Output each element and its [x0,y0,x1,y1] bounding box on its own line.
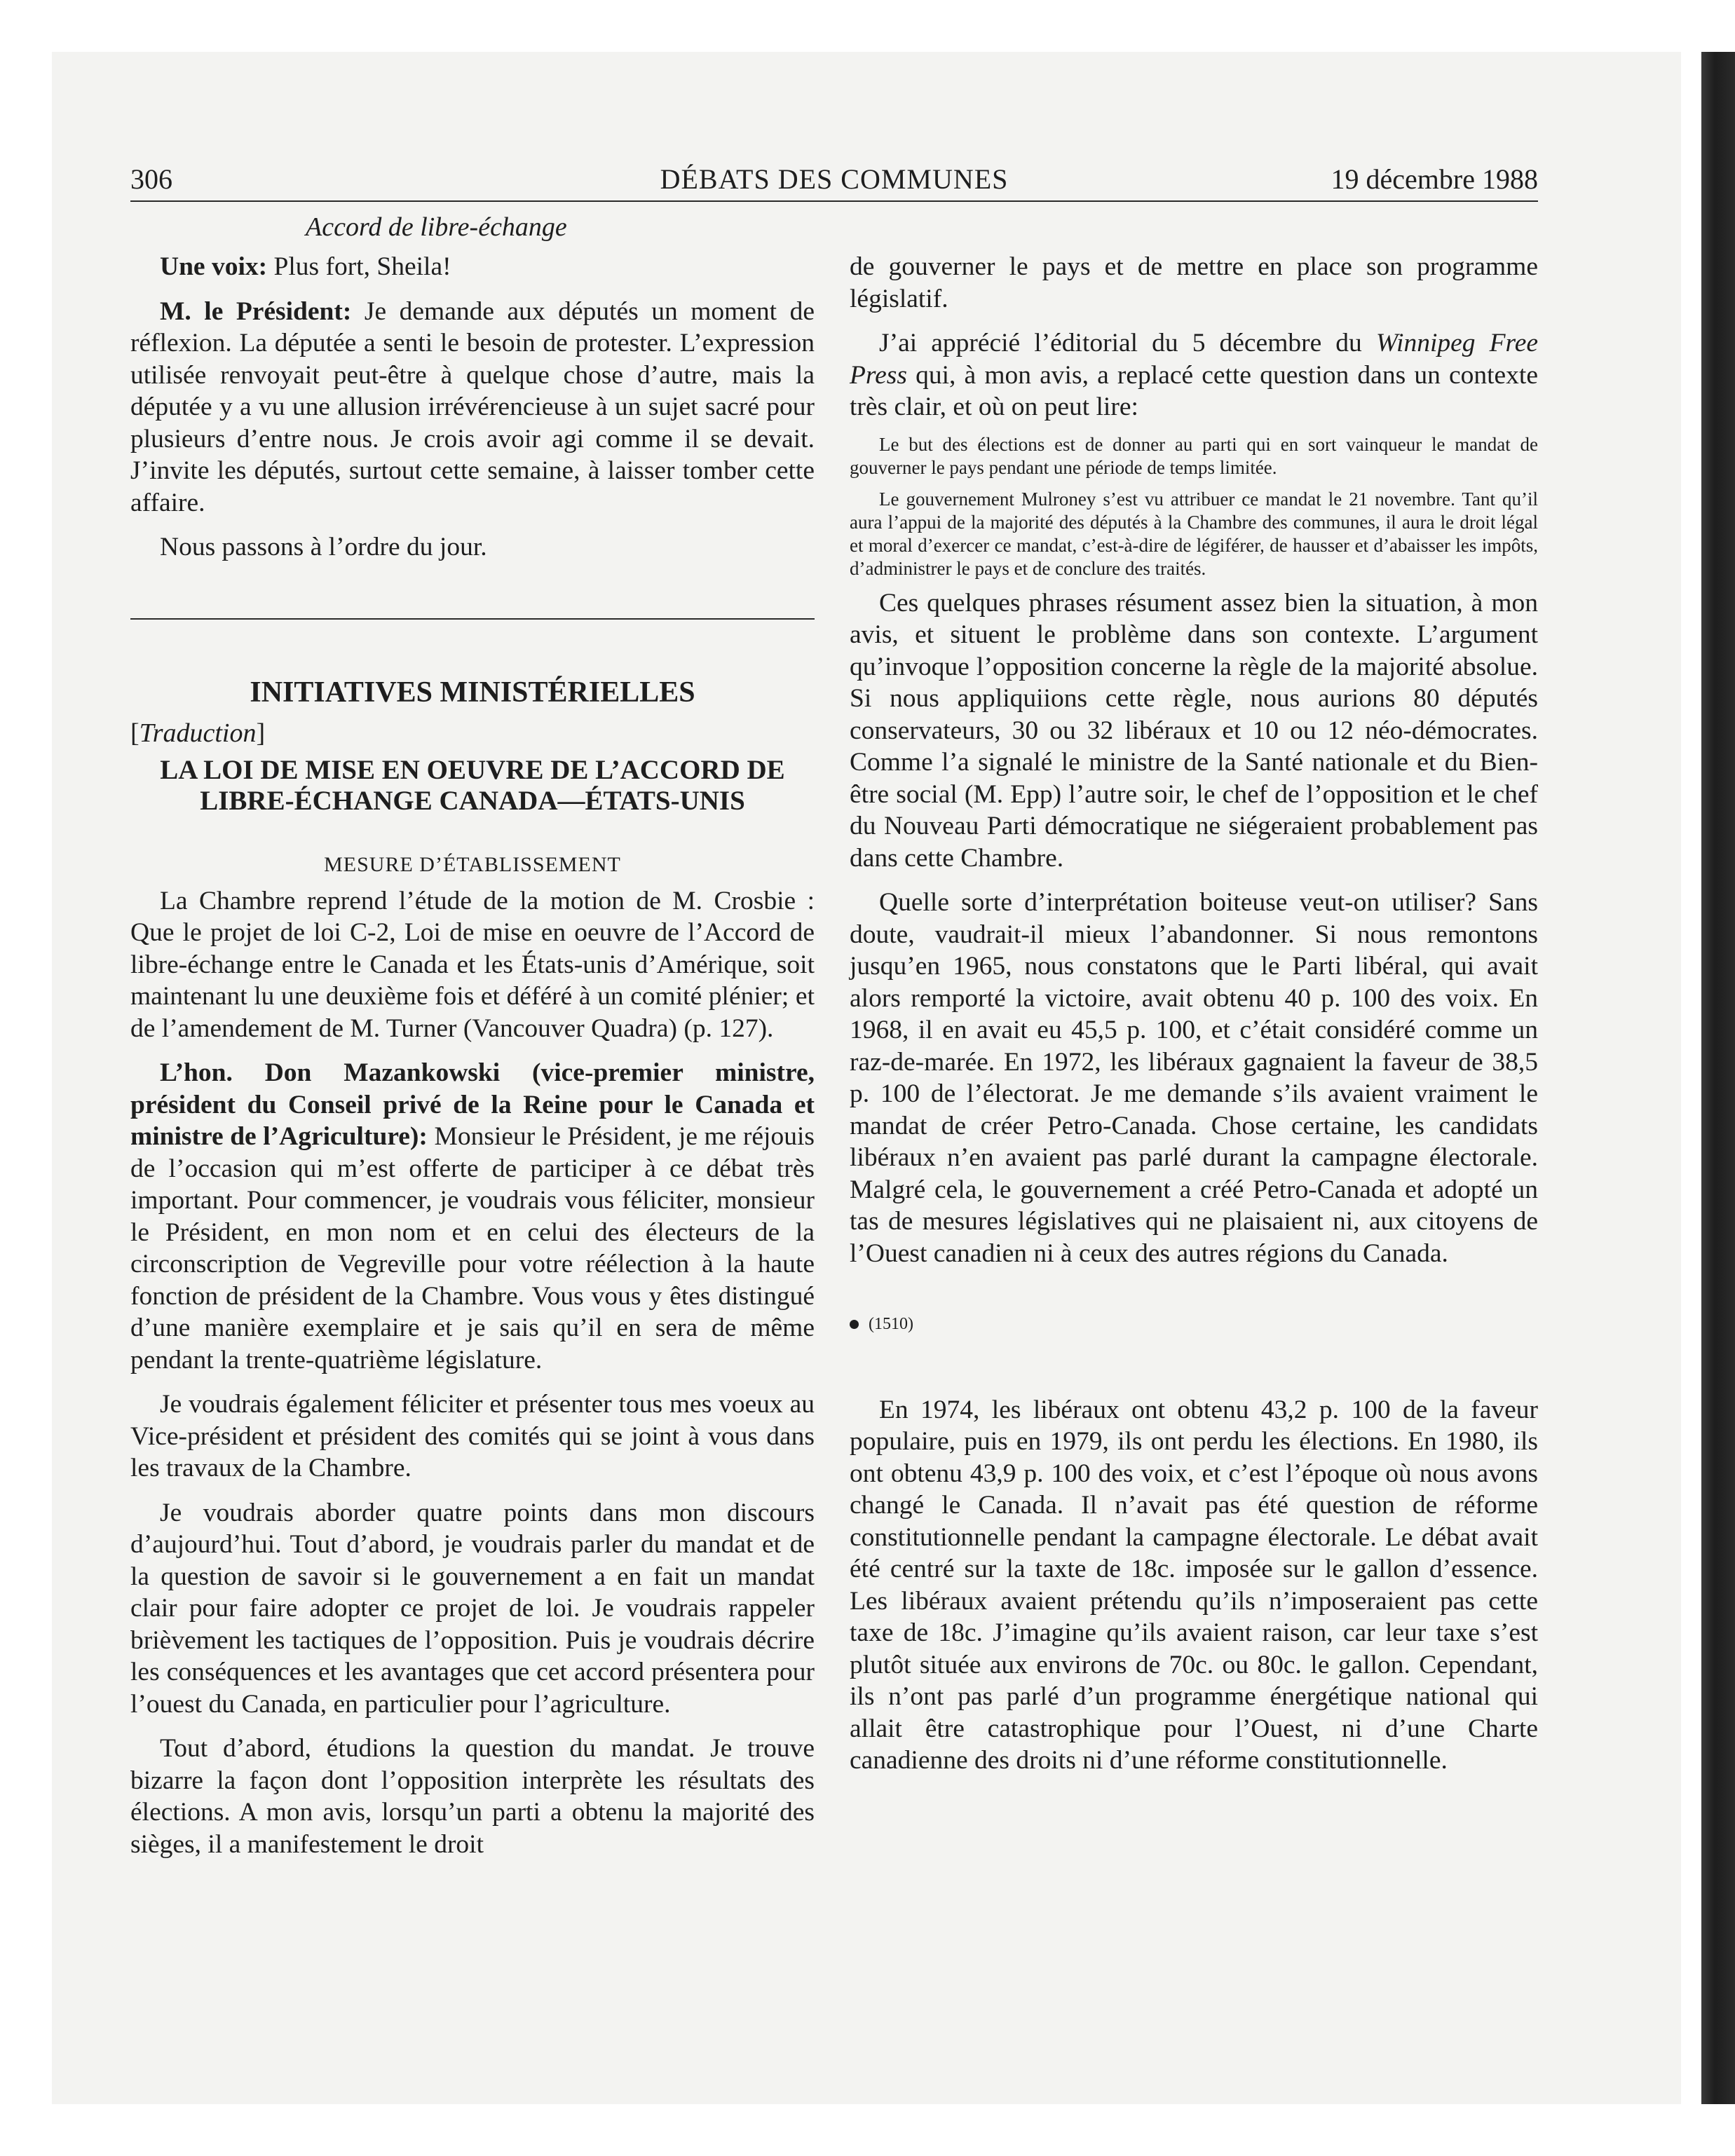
speech-text: qui, à mon avis, a replacé cette question dans un contexte très clair, et où on peut lire: [850,360,1538,421]
left-column [130,251,815,1860]
speaker-label: Une voix: [160,252,268,281]
running-topic: Accord de libre-échange [306,212,567,242]
section-title: INITIATIVES MINISTÉRIELLES [250,676,695,709]
paragraph: Ces quelques phrases résument assez bien la situation, à mon avis, et situent le problème dans son contexte. L’argument qu’invoque l’opposition concerne la règle de la majorité absolue. Si nous appliquiions cette règle, nous aurions 80 députés conservateurs, 30 ou 32 libéraux et 10 ou 12 néo-démocrates. Comme l’a signalé le ministre de la Santé nationale et du Bien-être social (M. Epp) l’autre soir, le chef de l’opposition et le chef du Nouveau Parti démocratique ne siégeraient probablement pas dans cette Chambre. [850,588,1538,873]
bullet-icon [850,1320,859,1329]
quote-paragraph: Le gouvernement Mulroney s’est vu attribuer ce mandat le 21 novembre. Tant qu’il aura l’appui de la majorité des députés à la Chambre des communes, il aura le droit légal et moral d’exercer ce mandat, c’est-à-dire de légiférer, de hausser et d’abaisser les impôts, d’administrer le pays et de conclure des traités. [850,488,1538,579]
time-marker [850,1309,1538,1341]
paragraph [130,251,815,283]
right-column [850,251,1538,1777]
paragraph [130,1057,815,1376]
page-header [130,160,1538,202]
paragraph [130,296,815,519]
speaker-label: L’hon. Don Mazankowski (vice-premier ministre, président du Conseil privé de la Reine pour le Canada et ministre de l’Agriculture): [130,1058,815,1151]
speech-text: Monsieur le Président, je me réjouis de l’occasion qui m’est offerte de participer à ce débat très important. Pour commencer, je voudrais vous féliciter, monsieur le Président, en mon nom et en celui des électeurs de la circonscription de Vegreville pour votre réélection à la haute fonction de président de la Chambre. Vous vous y êtes distingué d’une manière exemplaire et je sais qu’il en sera de même pendant la trente-quatrième législature. [130,1122,815,1374]
bracket-open: [ [130,718,140,748]
paragraph: Je voudrais aborder quatre points dans mon discours d’aujourd’hui. Tout d’abord, je voudrais parler du mandat et de la question de savoir si le gouvernement a en fait un mandat clair pour faire adopter ce projet de loi. Je voudrais rappeler brièvement les tactiques de l’opposition. Puis je voudrais décrire les conséquences et les avantages que cet accord présentera pour l’ouest du Canada, en particulier pour l’agriculture. [130,1498,815,1719]
bracket-close: ] [256,718,266,748]
time-code: (1510) [869,1315,913,1333]
newspaper-name: Winnipeg Free Press [850,329,1538,390]
speaker-label: M. le Président: [160,296,352,326]
paragraph: En 1974, les libéraux ont obtenu 43,2 p. 100 de la faveur populaire, puis en 1979, ils ont perdu les élections. En 1980, ils ont obtenu 43,9 p. 100 des voix, et c’est l’époque où nous avons changé le Canada. Il n’avait pas été question de réforme constitutionnelle pendant la campagne électorale. Le débat avait été centré sur la taxte de 18c. imposée sur le gallon d’essence. Les libéraux avaient prétendu qu’ils n’imposeraient pas cette taxe de 18c. J’imagine qu’ils avaient raison, car leur taxe s’est plutôt située aux environs de 70c. ou 80c. le gallon. Cependant, ils n’ont pas parlé d’un programme énergétique national qui allait être catastrophique pour l’Ouest, ni d’une Charte canadienne des droits ni d’une réforme constitutionnelle. [850,1395,1538,1775]
quote-paragraph: Le but des élections est de donner au parti qui en sort vainqueur le mandat de gouverner le pays pendant une période de temps limitée. [850,433,1538,478]
section-divider [130,618,815,620]
speech-text: Plus fort, Sheila! [267,252,451,281]
speech-text: Je demande aux députés un moment de réflexion. La députée a senti le besoin de protester. L’expression utilisée renvoyait peut-être à quelque chose d’autre, mais la députée y a vu une allusion irrévérencieuse à un sujet sacré pour plusieurs d’entre nous. Je crois avoir agi comme il se devait. J’invite les députés, surtout cette semaine, à laisser tomber cette affaire. [130,296,815,517]
editorial-quote [850,433,1538,580]
publication-title: DÉBATS DES COMMUNES [660,163,1009,195]
paragraph [850,327,1538,423]
bill-stage: MESURE D’ÉTABLISSEMENT [324,853,621,876]
paragraph: La Chambre reprend l’étude de la motion de M. Crosbie : Que le projet de loi C-2, Loi de mise en oeuvre de l’Accord de libre-échange entre le Canada et les États-unis d’Amérique, soit maintenant lu une deuxième fois et déféré à un comité plénier; et de l’amendement de M. Turner (Vancouver Quadra) (p. 127). [130,886,815,1043]
translation-label: Traduction [139,718,257,748]
paragraph: Tout d’abord, étudions la question du mandat. Je trouve bizarre la façon dont l’opposition interprète les résultats des élections. A mon avis, lorsqu’un parti a obtenu la majorité des sièges, il a manifestement le droit [130,1734,815,1859]
translation-note [130,718,815,750]
session-date: 19 décembre 1988 [1331,163,1538,195]
paragraph: Je voudrais également féliciter et présenter tous mes voeux au Vice-président et président des comités qui se joint à vous dans les travaux de la Chambre. [130,1390,815,1482]
page-number: 306 [130,163,172,195]
paragraph: de gouverner le pays et de mettre en place son programme législatif. [850,252,1538,313]
speech-text: J’ai apprécié l’éditorial du 5 décembre du [879,329,1376,357]
bill-title: LA LOI DE MISE EN OEUVRE DE L’ACCORD DE LIBRE-ÉCHANGE CANADA—ÉTATS-UNIS [160,755,785,816]
paragraph: Quelle sorte d’interprétation boiteuse veut-on utiliser? Sans doute, vaudrait-il mieux l’abandonner. Si nous remontons jusqu’en 1965, nous constatons que le Parti libéral, qui avait alors remporté la victoire, avait obtenu 40 p. 100 des voix. En 1968, il en avait eu 45,5 p. 100, et c’était considéré comme un raz-de-marée. En 1972, les libéraux gagnaient la faveur de 38,5 p. 100 de l’électorat. Je me demande s’ils avaient vraiment le mandat de créer Petro-Canada. Chose certaine, les candidats libéraux n’en avaient pas parlé durant la campagne électorale. Malgré cela, le gouvernement a créé Petro-Canada et adopté un tas de mesures législatives qui ne plaisaient ni, aux citoyens de l’Ouest canadien ni à ceux des autres régions du Canada. [850,888,1538,1268]
paragraph: Nous passons à l’ordre du jour. [160,533,487,561]
scan-edge-shadow [1701,52,1735,2104]
